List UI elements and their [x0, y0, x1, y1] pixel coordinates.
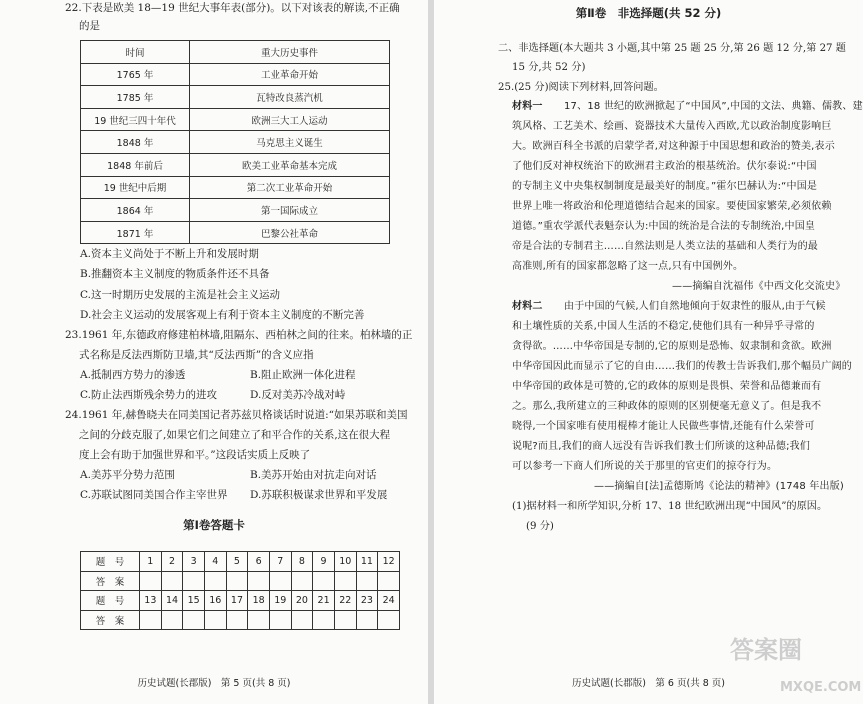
- answer-cell-number: 23: [356, 591, 378, 611]
- table-row: [81, 108, 390, 131]
- answer-cell-blank: [291, 610, 313, 630]
- table-cell-time: 1871 年: [81, 221, 190, 244]
- table-header-event: 重大历史事件: [190, 41, 390, 64]
- answer-cell-blank: [313, 610, 335, 630]
- answer-cell-number: 1: [140, 552, 162, 572]
- q23-option-a: A.抵制西方势力的渗透: [80, 369, 186, 381]
- table-cell-time: 1785 年: [81, 86, 190, 109]
- table-row: [81, 63, 390, 86]
- answer-cell-blank: [291, 571, 313, 591]
- right-page: [434, 0, 863, 704]
- material1-line: 帝是合法的专制君主……自然法则是人类立法的基础和人类行为的最: [512, 241, 818, 252]
- answer-cell-number: 20: [291, 591, 313, 611]
- watermark-logo: 答案圈: [730, 636, 802, 664]
- material2-line: 中华帝国的政体是可赞的,它的政体的原则是畏惧、荣誉和品德兼而有: [512, 381, 822, 392]
- table-row: [81, 153, 390, 176]
- table-row: [81, 221, 390, 244]
- answer-cell-number: 18: [248, 591, 270, 611]
- material1-line: 17、18 世纪的欧洲掀起了“中国风”,中国的文法、典籍、儒教、建: [564, 101, 863, 112]
- answer-cell-number: 10: [334, 552, 356, 572]
- material1-line: 的专制主义中央集权制制度是最美好的制度。”霍尔巴赫认为:“中国是: [512, 181, 818, 192]
- section2-title: 第Ⅱ卷 非选择题(共 52 分): [575, 6, 722, 20]
- answer-cell-blank: [140, 610, 162, 630]
- material2-source: ——摘编自[法]孟德斯鸠《论法的精神》(1748 年出版): [594, 481, 845, 492]
- material1-line: 了他们反对神权统治下的欧洲君主政治的根基统治。伏尔泰说:“中国: [512, 161, 817, 172]
- table-row: [81, 131, 390, 154]
- answer-cell-blank: [334, 571, 356, 591]
- answer-cell-number: 17: [226, 591, 248, 611]
- answer-card-title: 第Ⅰ卷答题卡: [183, 518, 245, 532]
- answer-cell-number: 3: [183, 552, 205, 572]
- q23-line2: 式名称是反法西斯防卫墙,其“反法西斯”的含义应指: [79, 349, 314, 361]
- answer-cell-blank: [183, 610, 205, 630]
- material2-line: 晓得,一个国家唯有使用棍棒才能让人民做些事情,还能有什么荣誉可: [512, 421, 815, 432]
- material2-line: 中华帝国因此而显示了它的自由……我们的传教士告诉我们,那个幅员广阔的: [512, 361, 852, 372]
- q23-line1: 23.1961 年,东德政府修建柏林墙,阻隔东、西柏林之间的往来。柏林墙的正: [65, 329, 413, 341]
- answer-number-row: [81, 591, 400, 611]
- q22-option-a: A.资本主义尚处于不断上升和发展时期: [80, 248, 259, 260]
- table-cell-event: 第一国际成立: [190, 199, 390, 222]
- answer-cell-blank: [140, 571, 162, 591]
- table-cell-time: 19 世纪中后期: [81, 176, 190, 199]
- answer-cell-blank: [226, 610, 248, 630]
- q24-option-d: D.苏联积极谋求世界和平发展: [250, 489, 388, 501]
- q23-option-b: B.阻止欧洲一体化进程: [250, 369, 356, 381]
- section2-intro-line1: 二、非选择题(本大题共 3 小题,其中第 25 题 25 分,第 26 题 12 分,第 27 题: [498, 43, 846, 54]
- answer-cell-number: 15: [183, 591, 205, 611]
- answer-cell-number: 2: [161, 552, 183, 572]
- material1-source: ——摘编自沈福伟《中西文化交流史》: [672, 281, 846, 292]
- table-cell-time: 1864 年: [81, 199, 190, 222]
- table-cell-event: 第二次工业革命开始: [190, 176, 390, 199]
- footer-page-5: 历史试题(长郡版) 第 5 页(共 8 页): [137, 678, 291, 689]
- material2-line: 和土壤性质的关系,中国人生活的不稳定,使他们具有一种异乎寻常的: [512, 321, 815, 332]
- answer-blank-row: [81, 610, 400, 630]
- q22-line1: 22.下表是欧美 18—19 世纪大事年表(部分)。以下对该表的解读,不正确: [65, 2, 400, 14]
- answer-label-ans: 答 案: [81, 571, 140, 591]
- answer-cell-blank: [313, 571, 335, 591]
- table-cell-time: 1848 年前后: [81, 153, 190, 176]
- answer-cell-blank: [334, 610, 356, 630]
- material2-line: 由于中国的气候,人们自然地倾向于奴隶性的服从,由于气候: [564, 301, 826, 312]
- section2-intro-line2: 15 分,共 52 分): [512, 62, 586, 73]
- material2-label: 材料二: [512, 301, 543, 312]
- event-table: [80, 40, 390, 244]
- q25-sub1-line2: (9 分): [526, 521, 554, 532]
- answer-cell-blank: [378, 571, 400, 591]
- q22-line2: 的是: [79, 20, 100, 32]
- table-header-time: 时间: [81, 41, 190, 64]
- answer-cell-blank: [378, 610, 400, 630]
- q22-option-b: B.推翻资本主义制度的物质条件还不具备: [80, 268, 270, 280]
- answer-label-num: 题 号: [81, 552, 140, 572]
- table-header-row: [81, 41, 390, 64]
- answer-cell-number: 6: [248, 552, 270, 572]
- answer-cell-blank: [161, 571, 183, 591]
- material1-label: 材料一: [512, 101, 543, 112]
- answer-cell-blank: [248, 610, 270, 630]
- answer-cell-number: 8: [291, 552, 313, 572]
- answer-cell-number: 16: [204, 591, 226, 611]
- answer-cell-number: 4: [204, 552, 226, 572]
- answer-card-table: [80, 551, 400, 630]
- table-cell-time: 1848 年: [81, 131, 190, 154]
- answer-cell-blank: [269, 571, 291, 591]
- q24-option-b: B.美苏开始由对抗走向对话: [250, 469, 377, 481]
- footer-page-6: 历史试题(长郡版) 第 6 页(共 8 页): [572, 678, 725, 689]
- material1-line: 大。欧洲百科全书派的启蒙学者,对这种源于中国思想和政治的赞美,表示: [512, 141, 835, 152]
- q23-option-d: D.反对美苏冷战对峙: [250, 389, 346, 401]
- answer-cell-number: 14: [161, 591, 183, 611]
- answer-label-num: 题 号: [81, 591, 140, 611]
- q24-line2: 之间的分歧克服了,如果它们之间建立了和平合作的关系,这在很大程: [79, 429, 391, 441]
- q25-heading: 25.(25 分)阅读下列材料,回答问题。: [498, 82, 664, 93]
- material2-line: 之。那么,我所建立的三种政体的原则的区别便毫无意义了。但是我不: [512, 401, 822, 412]
- table-cell-time: 19 世纪三四十年代: [81, 108, 190, 131]
- q23-option-c: C.防止法西斯残余势力的进攻: [80, 389, 217, 401]
- table-row: [81, 86, 390, 109]
- answer-cell-blank: [204, 571, 226, 591]
- answer-cell-blank: [356, 571, 378, 591]
- material1-line: 筑风格、工艺美术、绘画、瓷器技术大量传入西欧,尤以政治制度影响巨: [512, 121, 832, 132]
- table-row: [81, 176, 390, 199]
- answer-cell-blank: [269, 610, 291, 630]
- answer-number-row: [81, 552, 400, 572]
- answer-cell-number: 7: [269, 552, 291, 572]
- answer-cell-number: 11: [356, 552, 378, 572]
- q24-option-a: A.美苏平分势力范围: [80, 469, 175, 481]
- table-cell-event: 瓦特改良蒸汽机: [190, 86, 390, 109]
- answer-cell-blank: [226, 571, 248, 591]
- answer-cell-number: 24: [378, 591, 400, 611]
- table-cell-time: 1765 年: [81, 63, 190, 86]
- q24-line3: 度上会有助于加强世界和平。”这段话实质上反映了: [79, 449, 311, 461]
- answer-cell-blank: [204, 610, 226, 630]
- q22-option-d: D.社会主义运动的发展客观上有利于资本主义制度的不断完善: [80, 309, 365, 321]
- answer-cell-number: 12: [378, 552, 400, 572]
- material2-line: 贪得欲。……中华帝国是专制的,它的原则是恐怖、奴隶制和贪欲。欧洲: [512, 341, 832, 352]
- table-cell-event: 欧美工业革命基本完成: [190, 153, 390, 176]
- answer-cell-number: 5: [226, 552, 248, 572]
- answer-cell-blank: [161, 610, 183, 630]
- table-cell-event: 巴黎公社革命: [190, 221, 390, 244]
- left-page: [0, 0, 428, 704]
- material1-line: 世界上唯一将政治和伦理道德结合起来的国家。要使国家繁荣,必须依赖: [512, 201, 832, 212]
- watermark-url: MXQE.COM: [780, 680, 862, 695]
- q24-line1: 24.1961 年,赫鲁晓夫在同美国记者苏兹贝格谈话时说道:“如果苏联和美国: [65, 409, 408, 421]
- table-cell-event: 工业革命开始: [190, 63, 390, 86]
- answer-cell-number: 22: [334, 591, 356, 611]
- material2-line: 说呢?而且,我们的商人远没有告诉我们教士们所谈的这种品德;我们: [512, 441, 811, 452]
- q22-option-c: C.这一时期历史发展的主流是社会主义运动: [80, 289, 280, 301]
- table-row: [81, 199, 390, 222]
- q25-sub1-line1: (1)据材料一和所学知识,分析 17、18 世纪欧洲出现“中国风”的原因。: [512, 501, 828, 512]
- answer-cell-blank: [356, 610, 378, 630]
- answer-cell-number: 9: [313, 552, 335, 572]
- material2-line: 可以参考一下商人们所说的关于那里的官吏们的掠夺行为。: [512, 461, 778, 472]
- answer-cell-number: 19: [269, 591, 291, 611]
- q24-option-c: C.苏联试图同美国合作主宰世界: [80, 489, 228, 501]
- answer-label-ans: 答 案: [81, 610, 140, 630]
- material1-line: 高准则,所有的国家都忽略了这一点,只有中国例外。: [512, 261, 744, 272]
- table-cell-event: 马克思主义诞生: [190, 131, 390, 154]
- answer-cell-number: 13: [140, 591, 162, 611]
- answer-blank-row: [81, 571, 400, 591]
- answer-cell-blank: [248, 571, 270, 591]
- answer-cell-number: 21: [313, 591, 335, 611]
- answer-cell-blank: [183, 571, 205, 591]
- table-cell-event: 欧洲三大工人运动: [190, 108, 390, 131]
- material1-line: 道德。”重农学派代表魁奈认为:中国的统治是合法的专制统治,中国皇: [512, 221, 816, 232]
